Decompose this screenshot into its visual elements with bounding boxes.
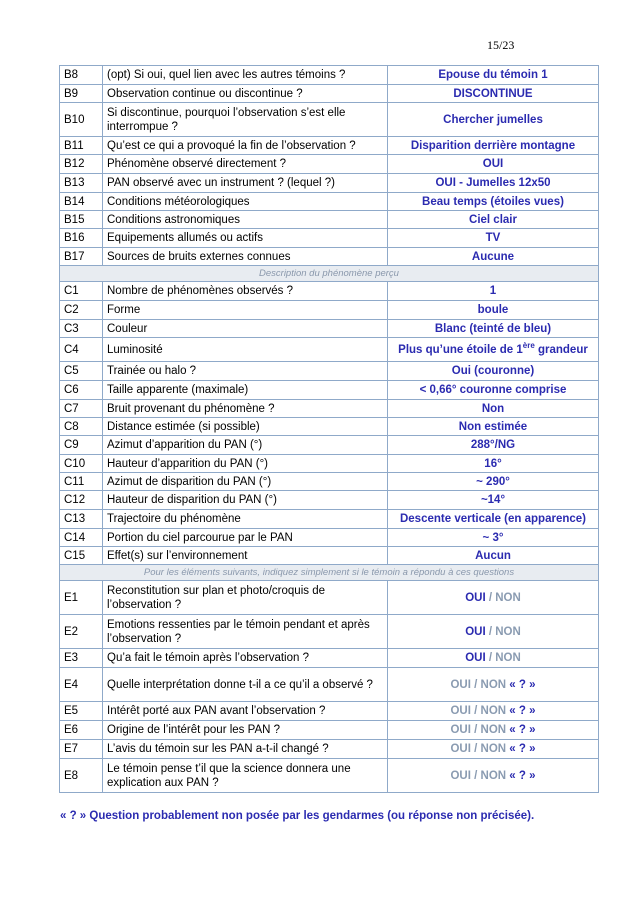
row-question: PAN observé avec un instrument ? (lequel ?) (103, 174, 388, 193)
table-row (60, 473, 599, 491)
row-answer (388, 649, 599, 668)
row-answer: < 0,66° couronne comprise (388, 381, 599, 400)
row-answer: Aucune (388, 248, 599, 266)
answer-slash: / (485, 591, 496, 604)
row-answer (388, 581, 599, 615)
row-answer (388, 338, 599, 362)
answer-oui: OUI (465, 591, 486, 604)
row-code: C14 (60, 529, 103, 547)
answer-non: NON (480, 705, 507, 717)
row-code: B16 (60, 229, 103, 248)
row-question: Equipements allumés ou actifs (103, 229, 388, 248)
row-answer: ~14° (388, 491, 599, 510)
row-answer: Blanc (teinté de bleu) (388, 320, 599, 338)
row-code: E6 (60, 721, 103, 740)
row-answer: Ciel clair (388, 211, 599, 229)
row-question: Intérêt porté aux PAN avant l’observation ? (103, 702, 388, 721)
table-row (60, 66, 599, 85)
row-question: Observation continue ou discontinue ? (103, 85, 388, 103)
row-question: Sources de bruits externes connues (103, 248, 388, 266)
table-row (60, 615, 599, 649)
row-code: C7 (60, 400, 103, 418)
row-answer: Chercher jumelles (388, 103, 599, 137)
answer-oui: OUI (450, 678, 471, 691)
answer-unknown: « ? » (506, 724, 536, 736)
table-row (60, 85, 599, 103)
table-row (60, 418, 599, 436)
row-question: (opt) Si oui, quel lien avec les autres témoins ? (103, 66, 388, 85)
row-answer: OUI (388, 155, 599, 174)
row-answer: Disparition derrière montagne (388, 137, 599, 155)
table-row (60, 436, 599, 455)
table-row (60, 529, 599, 547)
answer-oui: OUI (450, 724, 471, 736)
questionnaire-table (59, 65, 599, 793)
footnote: « ? » Question probablement non posée par les gendarmes (ou réponse non précisée). (60, 810, 535, 822)
row-code: B9 (60, 85, 103, 103)
row-code: C2 (60, 301, 103, 320)
row-question: Nombre de phénomènes observés ? (103, 282, 388, 301)
table-row (60, 649, 599, 668)
row-code: E2 (60, 615, 103, 649)
row-code: C10 (60, 455, 103, 473)
row-question: Azimut de disparition du PAN (°) (103, 473, 388, 491)
section-header (60, 266, 599, 282)
row-question: Reconstitution sur plan et photo/croquis de l’observation ? (103, 581, 388, 615)
row-question: Bruit provenant du phénomène ? (103, 400, 388, 418)
row-question: Portion du ciel parcourue par le PAN (103, 529, 388, 547)
answer-slash: / (470, 724, 481, 736)
table-row (60, 455, 599, 473)
row-code: C11 (60, 473, 103, 491)
page-number: 15/23 (487, 38, 515, 52)
row-question: Phénomène observé directement ? (103, 155, 388, 174)
row-answer (388, 668, 599, 702)
table-row (60, 338, 599, 362)
row-code: C15 (60, 547, 103, 565)
row-question: Conditions astronomiques (103, 211, 388, 229)
answer-superscript: ère (522, 340, 535, 350)
row-question: Qu’est ce qui a provoqué la fin de l’observation ? (103, 137, 388, 155)
table-row (60, 229, 599, 248)
row-question: Couleur (103, 320, 388, 338)
row-question: Trajectoire du phénomène (103, 510, 388, 529)
row-code: B11 (60, 137, 103, 155)
table-row (60, 320, 599, 338)
row-answer: Epouse du témoin 1 (388, 66, 599, 85)
table-row (60, 510, 599, 529)
row-code: B12 (60, 155, 103, 174)
row-question: Taille apparente (maximale) (103, 381, 388, 400)
row-answer: Descente verticale (en apparence) (388, 510, 599, 529)
row-question: Azimut d’apparition du PAN (°) (103, 436, 388, 455)
answer-unknown: « ? » (506, 769, 536, 782)
answer-slash: / (485, 625, 496, 638)
table-row (60, 400, 599, 418)
row-answer (388, 759, 599, 793)
answer-text-end: grandeur (534, 343, 588, 356)
answer-non: NON (495, 625, 521, 638)
row-code: B8 (60, 66, 103, 85)
row-question: Le témoin pense t’il que la science donnera une explication aux PAN ? (103, 759, 388, 793)
table-row (60, 740, 599, 759)
row-code: C9 (60, 436, 103, 455)
table-row (60, 759, 599, 793)
row-code: C12 (60, 491, 103, 510)
row-answer: Oui (couronne) (388, 362, 599, 381)
row-code: B17 (60, 248, 103, 266)
table-row (60, 721, 599, 740)
row-answer (388, 721, 599, 740)
table-row (60, 491, 599, 510)
row-code: E8 (60, 759, 103, 793)
answer-non: NON (495, 652, 521, 664)
row-answer (388, 702, 599, 721)
row-question: L’avis du témoin sur les PAN a-t-il changé ? (103, 740, 388, 759)
row-answer: ~ 3° (388, 529, 599, 547)
answer-unknown: « ? » (506, 743, 536, 755)
answer-non: NON (495, 591, 521, 604)
table-row (60, 248, 599, 266)
row-question: Trainée ou halo ? (103, 362, 388, 381)
row-code: E5 (60, 702, 103, 721)
row-question: Qu’a fait le témoin après l’observation ? (103, 649, 388, 668)
answer-text: Plus qu’une étoile de 1 (398, 343, 523, 356)
table-row (60, 193, 599, 211)
row-question: Forme (103, 301, 388, 320)
row-answer (388, 740, 599, 759)
answer-non: NON (480, 678, 507, 691)
row-question: Distance estimée (si possible) (103, 418, 388, 436)
answer-non: NON (480, 724, 507, 736)
row-answer: OUI - Jumelles 12x50 (388, 174, 599, 193)
row-code: B13 (60, 174, 103, 193)
section-title: Pour les éléments suivants, indiquez simplement si le témoin a répondu à ces questions (60, 565, 599, 581)
table-row (60, 381, 599, 400)
answer-slash: / (470, 705, 481, 717)
row-answer: boule (388, 301, 599, 320)
row-answer: DISCONTINUE (388, 85, 599, 103)
row-code: E1 (60, 581, 103, 615)
answer-unknown: « ? » (506, 678, 536, 691)
table-row (60, 211, 599, 229)
answer-oui: OUI (450, 769, 471, 782)
row-answer: Aucun (388, 547, 599, 565)
table-row (60, 155, 599, 174)
answer-unknown: « ? » (506, 705, 536, 717)
table-row (60, 702, 599, 721)
row-code: B10 (60, 103, 103, 137)
answer-oui: OUI (465, 625, 486, 638)
row-code: E3 (60, 649, 103, 668)
answer-oui: OUI (450, 705, 471, 717)
row-question: Hauteur d’apparition du PAN (°) (103, 455, 388, 473)
row-question: Si discontinue, pourquoi l’observation s’est elle interrompue ? (103, 103, 388, 137)
row-question: Luminosité (103, 338, 388, 362)
row-code: B14 (60, 193, 103, 211)
row-code: C4 (60, 338, 103, 362)
answer-slash: / (470, 769, 481, 782)
answer-oui: OUI (465, 652, 486, 664)
row-question: Effet(s) sur l’environnement (103, 547, 388, 565)
row-question: Hauteur de disparition du PAN (°) (103, 491, 388, 510)
row-code: C1 (60, 282, 103, 301)
row-code: E4 (60, 668, 103, 702)
row-answer: 1 (388, 282, 599, 301)
table-row (60, 581, 599, 615)
table-row (60, 547, 599, 565)
table-row (60, 362, 599, 381)
answer-slash: / (470, 743, 481, 755)
answer-slash: / (470, 678, 481, 691)
table-row (60, 103, 599, 137)
section-header (60, 565, 599, 581)
row-code: E7 (60, 740, 103, 759)
row-code: C8 (60, 418, 103, 436)
row-code: B15 (60, 211, 103, 229)
table-row (60, 668, 599, 702)
row-answer: Beau temps (étoiles vues) (388, 193, 599, 211)
row-code: C5 (60, 362, 103, 381)
row-answer: TV (388, 229, 599, 248)
row-answer: Non estimée (388, 418, 599, 436)
row-answer: 288°/NG (388, 436, 599, 455)
section-title: Description du phénomène perçu (60, 266, 599, 282)
row-question: Conditions météorologiques (103, 193, 388, 211)
table-row (60, 282, 599, 301)
row-question: Emotions ressenties par le témoin pendant et après l’observation ? (103, 615, 388, 649)
answer-oui: OUI (450, 743, 471, 755)
answer-slash: / (485, 652, 496, 664)
row-answer: ~ 290° (388, 473, 599, 491)
table-row (60, 174, 599, 193)
table-row (60, 301, 599, 320)
table-row (60, 137, 599, 155)
row-question: Origine de l’intérêt pour les PAN ? (103, 721, 388, 740)
row-code: C13 (60, 510, 103, 529)
row-answer (388, 615, 599, 649)
row-code: C3 (60, 320, 103, 338)
row-answer: Non (388, 400, 599, 418)
answer-non: NON (480, 743, 507, 755)
row-question: Quelle interprétation donne t-il a ce qu’il a observé ? (103, 668, 388, 702)
row-answer: 16° (388, 455, 599, 473)
row-code: C6 (60, 381, 103, 400)
answer-non: NON (480, 769, 507, 782)
